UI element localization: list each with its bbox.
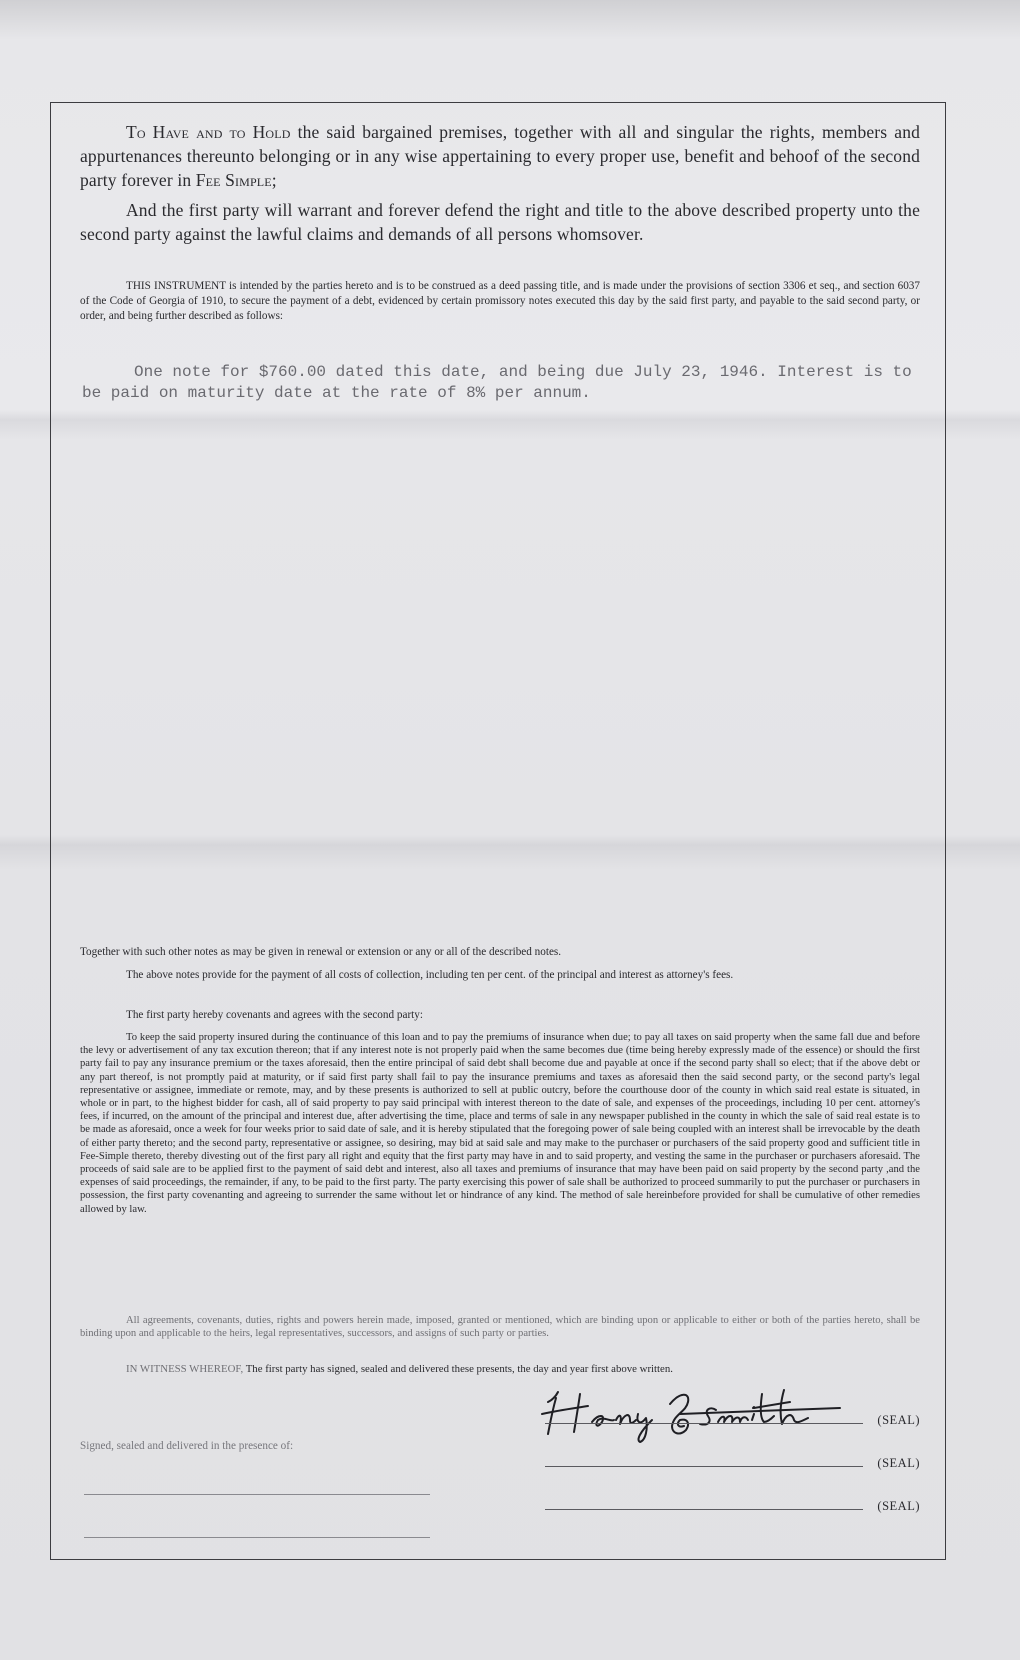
fee-simple-term: Fee Simple (195, 170, 272, 190)
witness-text: The first party has signed, sealed and delivered these presents, the day and year first above written. (243, 1363, 673, 1375)
presence-label: Signed, sealed and delivered in the presence of: (80, 1440, 294, 1452)
signature-rule-3 (545, 1509, 863, 1510)
agreements-clause: All agreements, covenants, duties, rights and powers herein made, imposed, granted or mentioned, which are binding upon or applicable to either or both of the parties hereto, shall be binding upon and applicable to the heirs, legal representatives, successors, and assigns of such party or parties. (80, 1315, 920, 1340)
seal-label-2: (SEAL) (877, 1456, 920, 1470)
covenants-body: To keep the said property insured during the continuance of this loan and to pay the premiums of insurance when due; to pay all taxes on said property when the same fall due and before the levy or advertisement of any tax excution thereon; that if any interest note is not properly paid when the same becomes due (time being hereby expressly made of the essence) or should the first party fail to pay any insurance premium or the taxes aforesaid, then the entire principal of said debt shall become due and payable at once if the second party shall so elect; that if the above debt or any part thereof, is not promptly paid at maturity, or if said first party shall fail to pay the insurance premiums and taxes as aforesaid then the said second party, or the second party's legal representative or assignee, immediate or remote, may, and by these presents is authorized to sell at public outcry, before the courthouse door of the county in which said real estate is situated, in whole or in part, to the highest bidder for cash, all of said property to pay said principal with interest thereon to the date of sale, and expenses of the proceedings, including 10 per cent. attorney's fees, if incurred, on the amount of the principal and interest due, after advertising the time, place and terms of sale in any newspaper published in the county in which the sale of said real estate is to be made as aforesaid, once a week for four weeks prior to said date of sale, and it is hereby stipulated that the foregoing power of sale being coupled with an interest shall be irrevocable by the death of either party thereto; and the second party, representative or assignee, so desiring, may bid at said sale and may make to the purchaser or purchasers of the said property good and sufficient title in Fee-Simple thereto, thereby divesting out of the first pary all right and equity that the first party may have in and to said property, and vesting the same in the purchaser or purchasers aforesaid. The proceeds of said sale are to be applied first to the payment of said debt and interest, also all taxes and premiums of insurance that may have been paid on said property by the second party ,and the expenses of said proceedings, the remainder, if any, to be paid to the first party. The party exercising this power of sale shall be authorized to proceed summarily to put the purchaser or purchasers in possession, the first party covenanting and agreeing to surrender the same without let or hindrance of any kind. The method of sale hereinbefore provided for shall be cumulative of other remedies allowed by law. (80, 1032, 920, 1215)
renewal-clause: Together with such other notes as may be given in renewal or extension or any or all of the described notes. (80, 946, 562, 958)
instrument-text: is intended by the parties hereto and is to be construed as a deed passing title, and is made under the provisions of section 3306 et seq., and section 6037 of the Code of Georgia of 1910, to secure the payment of a debt, evidenced by certain promissory notes executed this day by the said first party, and payable to the said second party, or order, and being further described as follows: (80, 280, 920, 322)
signature-line-3 (545, 1490, 920, 1514)
habendum-clause (80, 120, 920, 192)
witness-line-2 (84, 1537, 430, 1538)
seal-label-3: (SEAL) (877, 1499, 920, 1513)
signature-rule-2 (545, 1466, 863, 1467)
habendum-end: ; (271, 170, 277, 190)
covenants-intro: The first party hereby covenants and agrees with the second party: (126, 1009, 423, 1021)
witness-line-1 (84, 1494, 430, 1495)
habendum-lead: To Have and to Hold (126, 122, 291, 142)
warranty-clause: And the first party will warrant and forever defend the right and title to the above described property unto the second party against the lawful claims and demands of all persons whomsover. (80, 200, 920, 244)
instrument-clause (80, 279, 920, 324)
witness-lead: IN WITNESS WHEREOF, (126, 1363, 244, 1375)
signature-line-2 (545, 1447, 920, 1471)
habendum-text: the said bargained premises, together with all and singular the rights, members and appurtenances thereunto belonging or in any wise appertaining to every proper use, benefit and behoof of the second party forever in (80, 122, 920, 190)
typed-note-description: One note for $760.00 dated this date, and being due July 23, 1946. Interest is to be paid on maturity date at the rate of 8% per annum. (82, 363, 912, 402)
seal-label-1: (SEAL) (877, 1413, 920, 1427)
instrument-lead: THIS INSTRUMENT (126, 280, 226, 292)
witness-clause (80, 1362, 920, 1377)
signature-line-1 (545, 1404, 920, 1428)
collection-clause: The above notes provide for the payment of all costs of collection, including ten per cent. of the principal and interest as attorney's fees. (126, 969, 734, 981)
signature-rule-1 (545, 1423, 863, 1424)
